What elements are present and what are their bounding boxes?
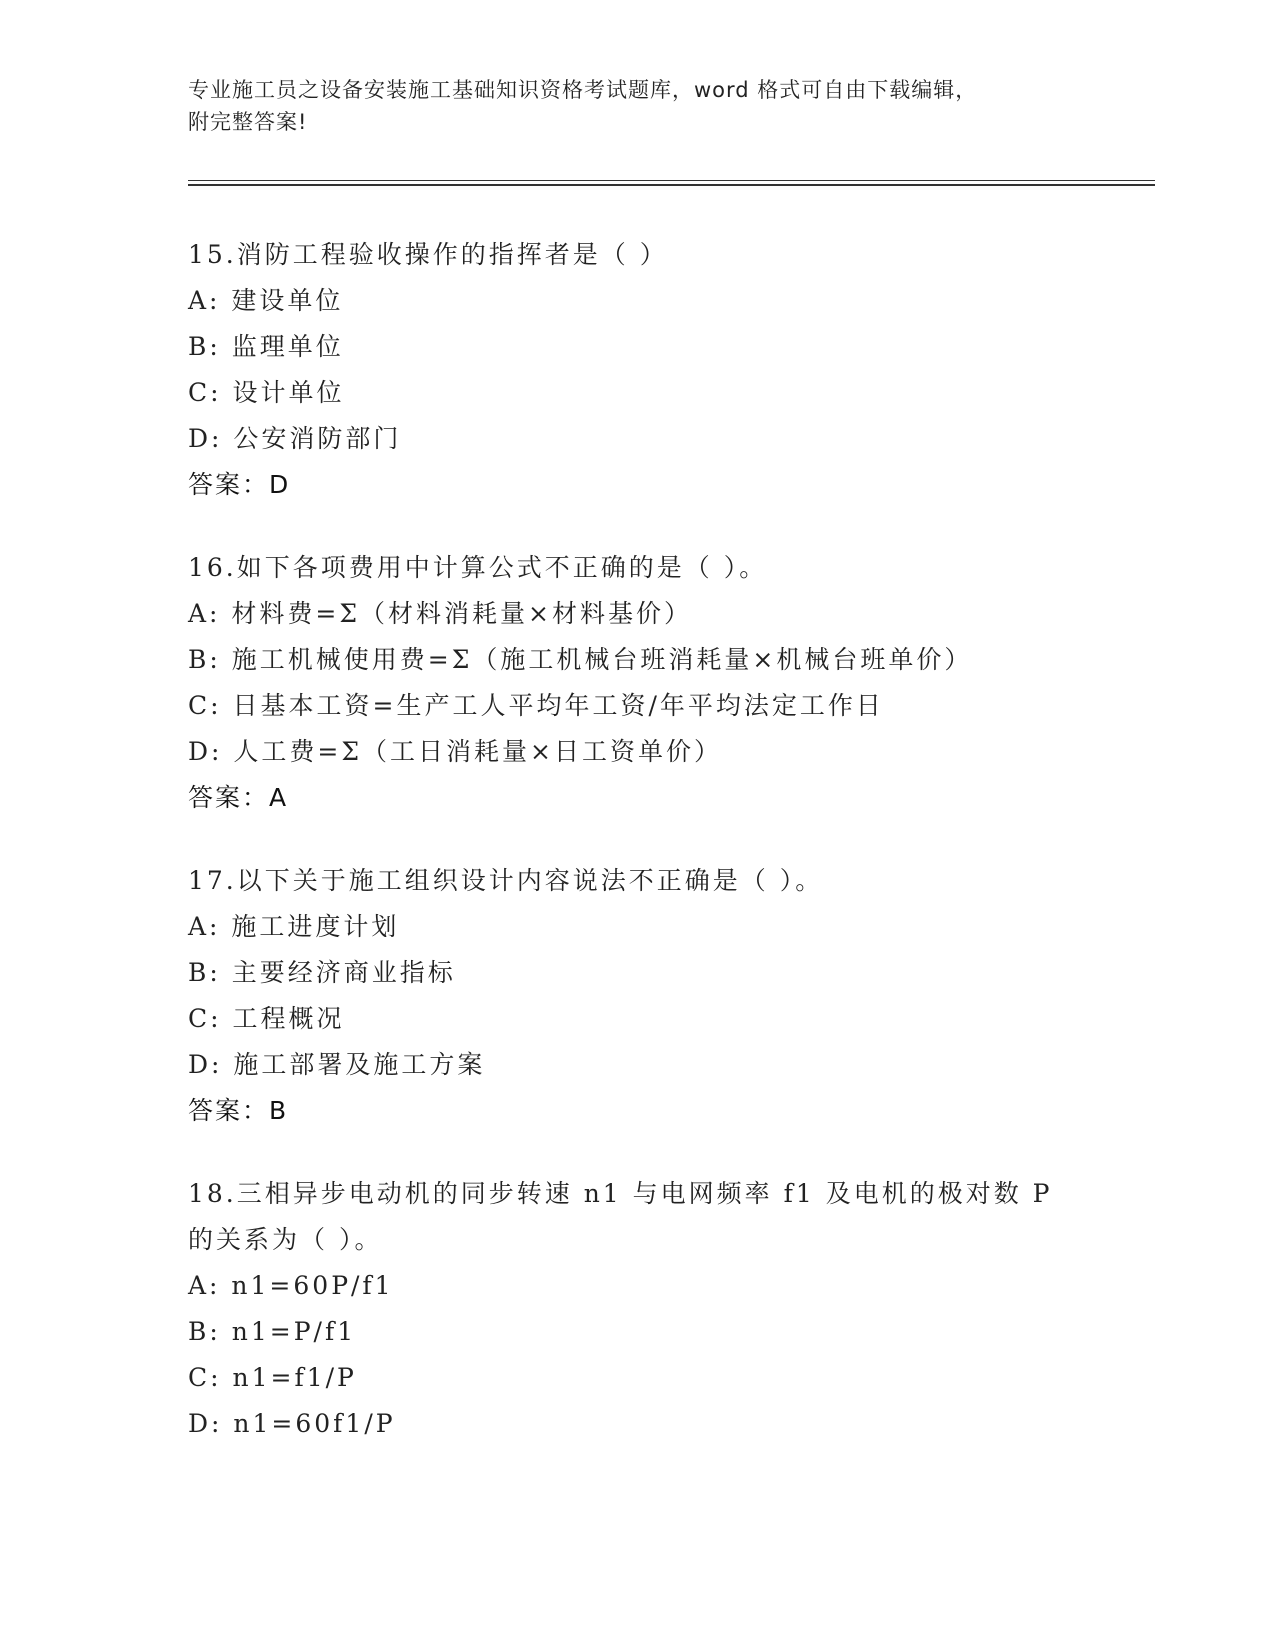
answer: 答案：B (188, 1096, 289, 1125)
question-16 (188, 545, 1088, 821)
option-a: A: 建设单位 (188, 286, 344, 315)
option-c: C: n1=f1/P (188, 1363, 357, 1392)
question-stem: 15.消防工程验收操作的指挥者是（ ） (188, 240, 668, 269)
option-c: C: 工程概况 (188, 1004, 345, 1033)
question-stem: 17.以下关于施工组织设计内容说法不正确是（ ）。 (188, 866, 824, 895)
question-list (188, 232, 1088, 1484)
option-d: D: n1=60f1/P (188, 1409, 396, 1438)
option-d: D: 人工费=Σ（工日消耗量×日工资单价） (188, 737, 722, 766)
option-b: B: n1=P/f1 (188, 1317, 357, 1346)
option-b: B: 主要经济商业指标 (188, 958, 456, 987)
option-d: D: 施工部署及施工方案 (188, 1050, 486, 1079)
header-line-1: 专业施工员之设备安装施工基础知识资格考试题库，word 格式可自由下载编辑， (188, 78, 978, 102)
answer: 答案：D (188, 470, 291, 499)
option-a: A: 施工进度计划 (188, 912, 400, 941)
header-divider-top (188, 180, 1155, 181)
question-stem: 16.如下各项费用中计算公式不正确的是（ ）。 (188, 553, 768, 582)
option-b: B: 监理单位 (188, 332, 344, 361)
option-d: D: 公安消防部门 (188, 424, 402, 453)
question-17 (188, 858, 1088, 1134)
question-stem: 18.三相异步电动机的同步转速 n1 与电网频率 f1 及电机的极对数 P 的关系为（ ）。 (188, 1179, 1053, 1254)
option-a: A: n1=60P/f1 (188, 1271, 394, 1300)
question-15 (188, 232, 1088, 508)
option-b: B: 施工机械使用费=Σ（施工机械台班消耗量×机械台班单价） (188, 645, 973, 674)
answer: 答案：A (188, 783, 289, 812)
document-header (188, 74, 1088, 138)
option-a: A: 材料费=Σ（材料消耗量×材料基价） (188, 599, 692, 628)
header-divider-bottom (188, 184, 1155, 186)
option-c: C: 日基本工资=生产工人平均年工资/年平均法定工作日 (188, 691, 884, 720)
header-line-2: 附完整答案! (188, 110, 308, 134)
question-18 (188, 1171, 1088, 1447)
option-c: C: 设计单位 (188, 378, 345, 407)
